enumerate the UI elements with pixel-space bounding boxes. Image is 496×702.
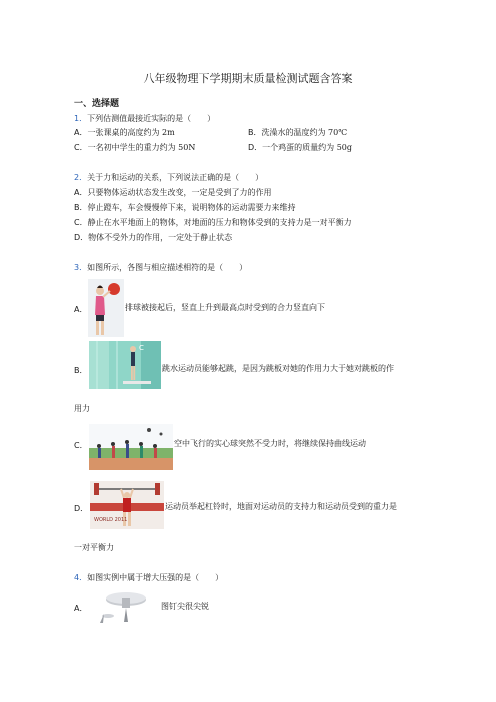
option-a-label: A． xyxy=(74,305,88,314)
option-text: 物体不受外力的作用，一定处于静止状态 xyxy=(88,233,233,242)
option-text: 只要物体运动状态发生改变，一定是受到了力的作用 xyxy=(87,188,272,197)
question-number: 2． xyxy=(74,173,88,182)
option-a-label: A． xyxy=(74,604,88,613)
option-d xyxy=(74,233,232,243)
question-number: 4． xyxy=(74,573,88,582)
diver-image xyxy=(89,341,161,389)
option-c xyxy=(74,143,195,153)
option-text: 一张课桌的高度约为 2m xyxy=(87,128,175,137)
option-d-text-line2: 一对平衡力 xyxy=(74,543,114,552)
option-d-text-line1: 运动员举起杠铃时，地面对运动员的支持力和运动员受到的重力是 xyxy=(165,502,397,511)
option-d-label: D． xyxy=(74,504,89,513)
option-a-text: 图钉尖很尖锐 xyxy=(161,602,209,611)
option-b-text-line2: 用力 xyxy=(74,404,90,413)
option-text: 一名初中学生的重力约为 50N xyxy=(87,143,196,152)
svg-text:C: C xyxy=(139,344,144,352)
question-2 xyxy=(74,173,263,183)
option-a xyxy=(74,188,271,198)
volleyball-player-image xyxy=(88,279,124,337)
question-stem: 关于力和运动的关系，下列说法正确的是（ ） xyxy=(87,173,264,182)
question-number: 1． xyxy=(74,114,88,123)
option-b-label: B． xyxy=(74,366,88,375)
option-a xyxy=(74,128,175,138)
option-text: 停止蹬车，车会慢慢停下来，说明物体的运动需要力来维持 xyxy=(87,203,296,212)
option-text: 洗澡水的温度约为 70℃ xyxy=(261,128,348,137)
option-d xyxy=(248,143,352,153)
option-label: D． xyxy=(248,143,263,152)
question-3 xyxy=(74,263,247,273)
question-4 xyxy=(74,573,223,583)
option-c-label: C． xyxy=(74,441,88,450)
option-a-text: 排球被接起后，竖直上升到最高点时受到的合力竖直向下 xyxy=(125,303,325,312)
option-label: C． xyxy=(74,143,88,152)
option-b-text-line1: 跳水运动员能够起跳，是因为跳板对她的作用力大于她对跳板的作 xyxy=(162,364,394,373)
option-label: B． xyxy=(74,203,88,212)
weightlifter-image xyxy=(90,481,164,529)
option-b xyxy=(74,203,296,213)
question-stem: 如图实例中属于增大压强的是（ ） xyxy=(87,573,224,582)
document-title: 八年级物理下学期期末质量检测试题含答案 xyxy=(143,72,353,85)
option-text: 一个鸡蛋的质量约为 50g xyxy=(262,143,353,152)
section-heading: 一、选择题 xyxy=(74,99,120,109)
option-c-text: 空中飞行的实心球突然不受力时，将继续保持曲线运动 xyxy=(174,439,366,448)
option-label: A． xyxy=(74,188,88,197)
shot-put-image xyxy=(89,424,173,470)
option-b xyxy=(248,128,347,138)
option-c xyxy=(74,218,352,228)
question-stem: 如图所示，各图与相应描述相符的是（ ） xyxy=(87,263,248,272)
question-number: 3． xyxy=(74,263,88,272)
banner-text: WORLD 2011 xyxy=(94,517,128,523)
thumbtack-image xyxy=(90,586,160,626)
option-label: A． xyxy=(74,128,88,137)
option-label: B． xyxy=(248,128,262,137)
option-label: C． xyxy=(74,218,88,227)
question-1 xyxy=(74,114,215,124)
question-stem: 下列估测值最接近实际的是（ ） xyxy=(87,114,216,123)
option-text: 静止在水平地面上的物体，对地面的压力和物体受到的支持力是一对平衡力 xyxy=(87,218,352,227)
option-label: D． xyxy=(74,233,89,242)
